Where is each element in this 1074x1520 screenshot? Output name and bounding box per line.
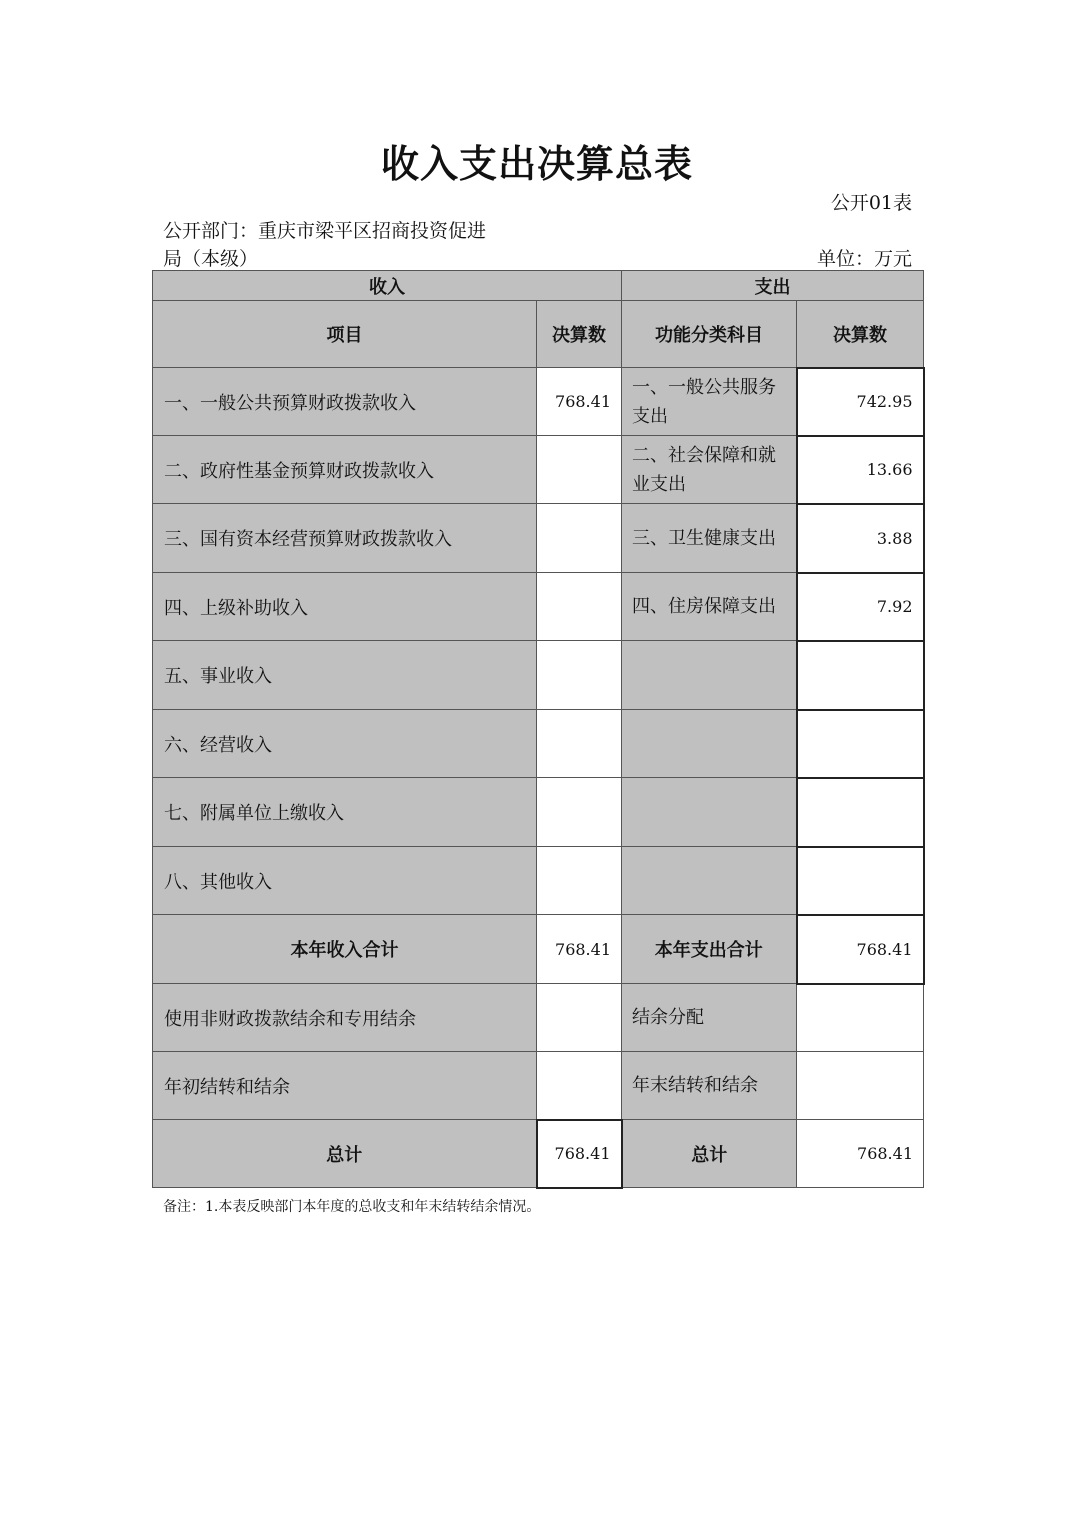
table-row <box>153 778 924 847</box>
grand-income-total-label: 总计 <box>153 1120 537 1188</box>
year-expense-total-label: 本年支出合计 <box>622 915 797 984</box>
income-amount <box>537 984 622 1052</box>
year-expense-total-amount: 768.41 <box>797 915 924 984</box>
expense-item: 四、住房保障支出 <box>622 573 797 641</box>
expense-amount-column-header: 决算数 <box>797 301 924 368</box>
expense-amount <box>797 1052 924 1120</box>
grand-total-row <box>153 1120 924 1188</box>
department-line-2: 局（本级） <box>163 248 259 270</box>
income-item: 年初结转和结余 <box>153 1052 537 1120</box>
expense-item: 三、卫生健康支出 <box>622 504 797 573</box>
expense-item: 二、社会保障和就业支出 <box>622 436 797 504</box>
income-amount <box>537 573 622 641</box>
table-row <box>153 504 924 573</box>
income-item: 使用非财政拨款结余和专用结余 <box>153 984 537 1052</box>
income-amount-column-header: 决算数 <box>537 301 622 368</box>
income-item: 六、经营收入 <box>153 710 537 778</box>
table-row <box>153 436 924 504</box>
income-amount <box>537 436 622 504</box>
grand-income-total-amount: 768.41 <box>537 1120 622 1188</box>
settlement-table <box>152 270 925 1189</box>
expense-amount <box>797 984 924 1052</box>
income-amount <box>537 847 622 915</box>
year-total-row <box>153 915 924 984</box>
income-section-header: 收入 <box>153 271 622 301</box>
income-item: 三、国有资本经营预算财政拨款收入 <box>153 504 537 573</box>
expense-amount: 13.66 <box>797 436 924 504</box>
expense-item: 年末结转和结余 <box>622 1052 797 1120</box>
unit-label: 单位：万元 <box>816 248 912 270</box>
income-item: 八、其他收入 <box>153 847 537 915</box>
expense-amount <box>797 710 924 778</box>
income-item: 七、附属单位上缴收入 <box>153 778 537 847</box>
item-column-header: 项目 <box>153 301 537 368</box>
expense-amount: 7.92 <box>797 573 924 641</box>
footnote: 备注：1.本表反映部门本年度的总收支和年末结转结余情况。 <box>163 1199 541 1215</box>
table-row <box>153 847 924 915</box>
table-row <box>153 368 924 436</box>
expense-item <box>622 641 797 710</box>
expense-amount: 742.95 <box>797 368 924 436</box>
income-amount <box>537 778 622 847</box>
year-income-total-amount: 768.41 <box>537 915 622 984</box>
table-row <box>153 984 924 1052</box>
grand-expense-total-label: 总计 <box>622 1120 797 1188</box>
expense-amount <box>797 641 924 710</box>
page-title: 收入支出决算总表 <box>380 142 693 186</box>
expense-item <box>622 847 797 915</box>
income-item: 五、事业收入 <box>153 641 537 710</box>
year-income-total-label: 本年收入合计 <box>153 915 537 984</box>
expense-section-header: 支出 <box>622 271 924 301</box>
table-row <box>153 573 924 641</box>
expense-amount <box>797 778 924 847</box>
expense-item: 一、一般公共服务支出 <box>622 368 797 436</box>
income-item: 一、一般公共预算财政拨款收入 <box>153 368 537 436</box>
expense-amount: 3.88 <box>797 504 924 573</box>
income-item: 二、政府性基金预算财政拨款收入 <box>153 436 537 504</box>
table-row <box>153 641 924 710</box>
table-number: 公开01表 <box>830 192 912 214</box>
income-item: 四、上级补助收入 <box>153 573 537 641</box>
table-row <box>153 710 924 778</box>
income-amount <box>537 1052 622 1120</box>
expense-item <box>622 710 797 778</box>
income-amount <box>537 641 622 710</box>
expense-item: 结余分配 <box>622 984 797 1052</box>
function-category-column-header: 功能分类科目 <box>622 301 797 368</box>
income-amount: 768.41 <box>537 368 622 436</box>
income-amount <box>537 710 622 778</box>
expense-amount <box>797 847 924 915</box>
income-amount <box>537 504 622 573</box>
department-line-1: 公开部门：重庆市梁平区招商投资促进 <box>163 220 487 242</box>
table-row <box>153 1052 924 1120</box>
grand-expense-total-amount: 768.41 <box>797 1120 924 1188</box>
expense-item <box>622 778 797 847</box>
